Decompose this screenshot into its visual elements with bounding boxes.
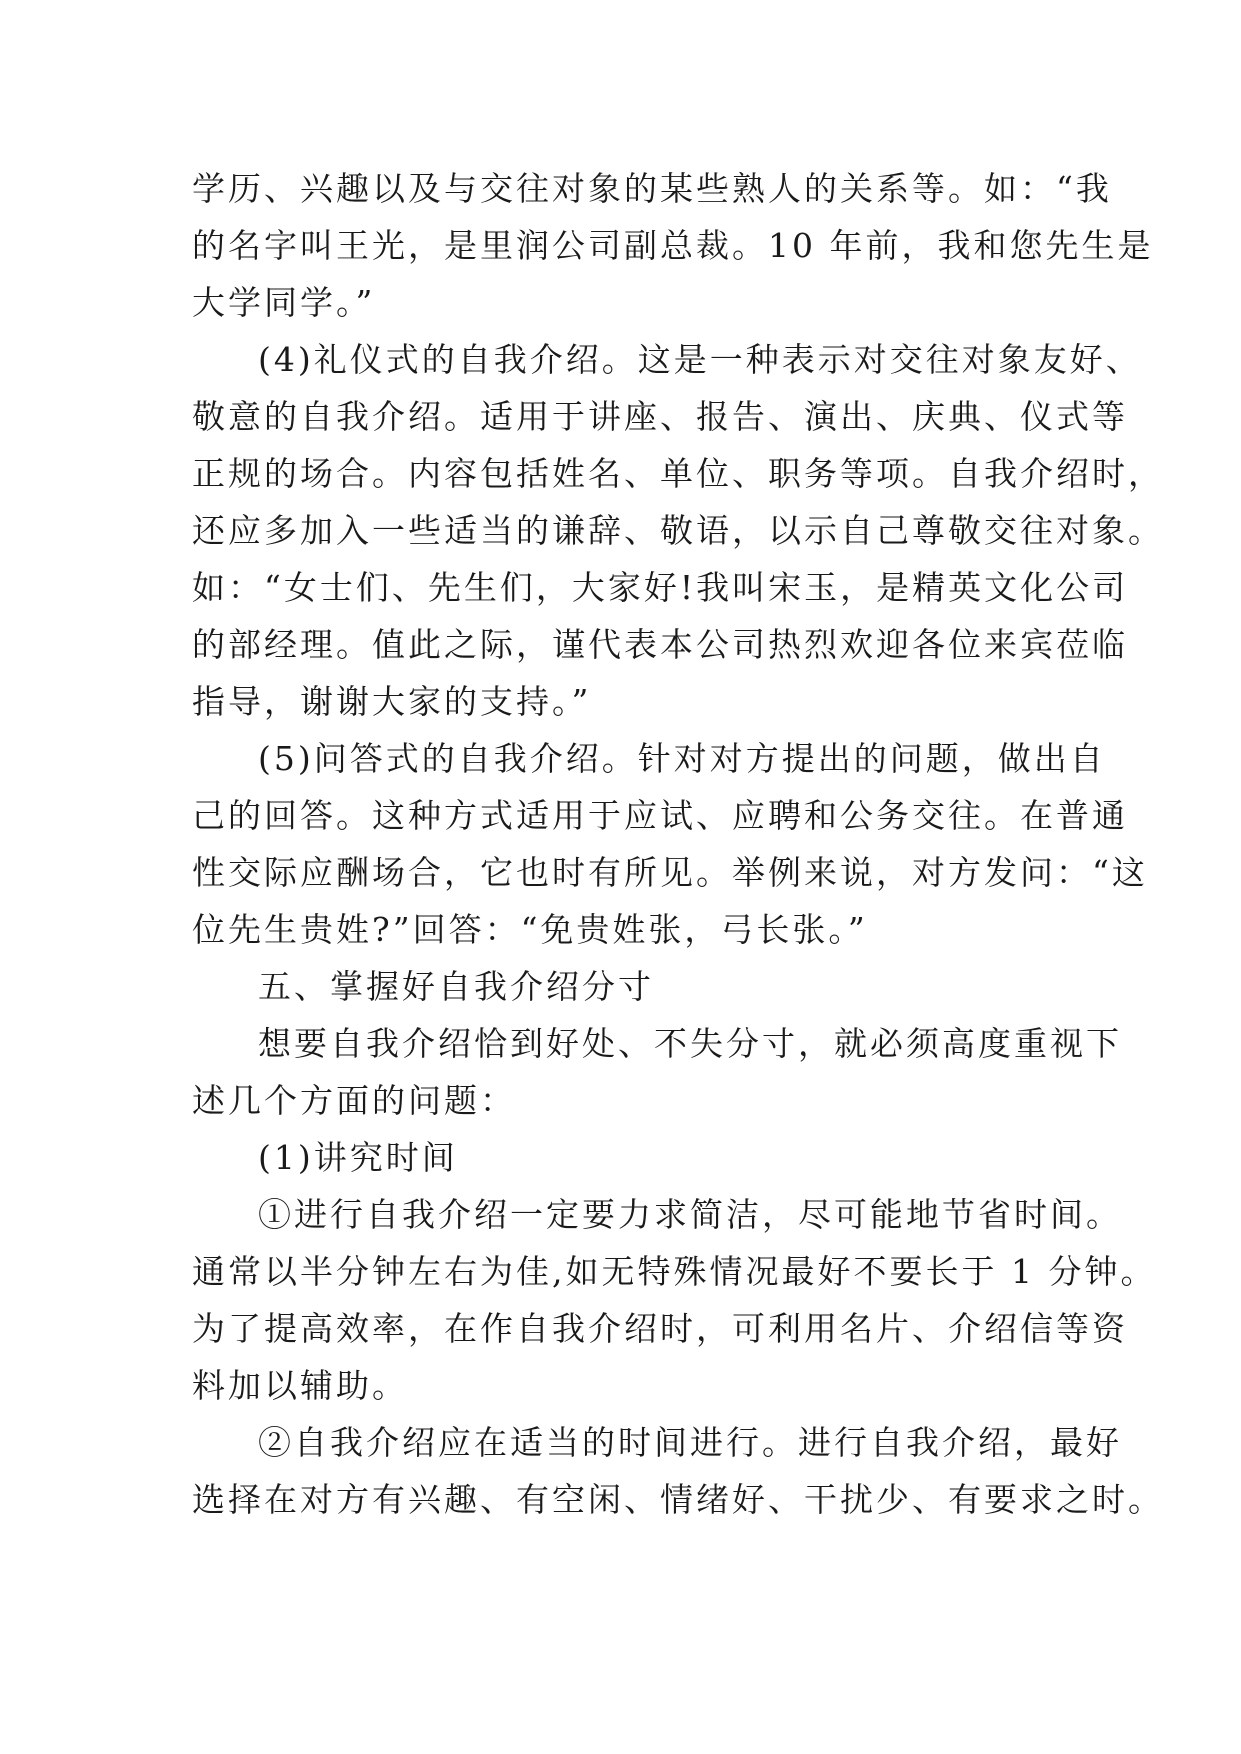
- text-line: 述几个方面的问题：: [192, 1081, 516, 1120]
- text-line: 己的回答。这种方式适用于应试、应聘和公务交往。在普通: [192, 796, 1128, 835]
- text-line: 通常以半分钟左右为佳,如无特殊情况最好不要长于 1 分钟。: [192, 1252, 1157, 1291]
- text-line: 选择在对方有兴趣、有空闲、情绪好、干扰少、有要求之时。: [192, 1480, 1164, 1519]
- text-line: 大学同学。”: [192, 283, 376, 322]
- text-line: 正规的场合。内容包括姓名、单位、职务等项。自我介绍时，: [192, 454, 1164, 493]
- text-line: 为了提高效率，在作自我介绍时，可利用名片、介绍信等资: [192, 1309, 1128, 1348]
- text-line: 如：“女士们、先生们，大家好!我叫宋玉，是精英文化公司: [192, 568, 1129, 607]
- text-line: 学历、兴趣以及与交往对象的某些熟人的关系等。如：“我: [192, 169, 1112, 208]
- body-text: [192, 160, 1164, 1528]
- text-line: 的名字叫王光，是里润公司副总裁。10 年前，我和您先生是: [192, 226, 1154, 265]
- section-heading: 五、掌握好自我介绍分寸: [258, 967, 654, 1006]
- text-line: 想要自我介绍恰到好处、不失分寸，就必须高度重视下: [258, 1024, 1122, 1063]
- text-line: (4)礼仪式的自我介绍。这是一种表示对交往对象友好、: [258, 340, 1142, 379]
- subsection-heading: (1)讲究时间: [258, 1138, 458, 1177]
- text-line: (5)问答式的自我介绍。针对对方提出的问题，做出自: [258, 739, 1106, 778]
- text-line: 还应多加入一些适当的谦辞、敬语，以示自己尊敬交往对象。: [192, 511, 1164, 550]
- text-line: 料加以辅助。: [192, 1366, 408, 1405]
- text-line: ①进行自我介绍一定要力求简洁，尽可能地节省时间。: [258, 1195, 1122, 1234]
- text-line: 敬意的自我介绍。适用于讲座、报告、演出、庆典、仪式等: [192, 397, 1128, 436]
- text-line: 指导，谢谢大家的支持。”: [192, 682, 592, 721]
- text-line: 的部经理。值此之际，谨代表本公司热烈欢迎各位来宾莅临: [192, 625, 1128, 664]
- text-line: ②自我介绍应在适当的时间进行。进行自我介绍，最好: [258, 1423, 1122, 1462]
- text-line: 性交际应酬场合，它也时有所见。举例来说，对方发问：“这: [192, 853, 1148, 892]
- text-line: 位先生贵姓?”回答：“免贵姓张，弓长张。”: [192, 910, 868, 949]
